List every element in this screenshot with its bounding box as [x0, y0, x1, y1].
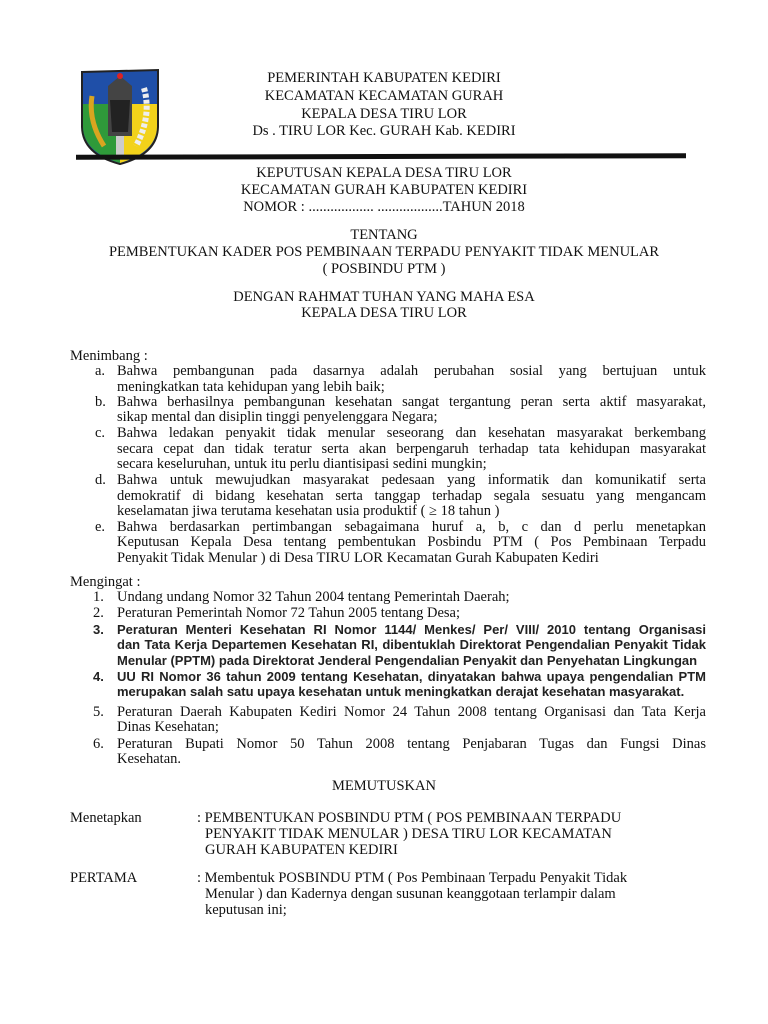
menimbang-text-line: Bahwa berdasarkan pertimbangan sebagaimana huruf a, b, c dan d perlu menetapkan	[117, 520, 706, 535]
menimbang-text-line: Penyakit Tidak Menular ) di Desa TIRU LOR Kecamatan Gurah Kabupaten Kediri	[117, 550, 599, 566]
list-marker: 1.	[93, 589, 104, 605]
list-marker: 5.	[93, 704, 104, 720]
decision-label: PERTAMA	[70, 870, 138, 886]
opening-line: DENGAN RAHMAT TUHAN YANG MAHA ESA	[233, 289, 535, 305]
menimbang-text-line: demokratif di bidang kesehatan serta tanggap terhadap segala sesuatu yang mengancam	[117, 489, 706, 504]
list-marker: 2.	[93, 605, 104, 621]
menimbang-text-line: Bahwa pembangunan pada dasarnya adalah perubahan sosial yang bertujuan untuk	[117, 364, 706, 379]
mengingat-text-line: UU RI Nomor 36 tahun 2009 tentang Kesehatan, dinyatakan bahwa upaya pengendalian PTM	[117, 669, 706, 684]
about-heading: TENTANG	[350, 227, 418, 243]
mengingat-text-line: Dinas Kesehatan;	[117, 719, 219, 735]
decision-text-line: Menular ) dan Kadernya dengan susunan keanggotaan terlampir dalam	[205, 886, 616, 902]
mengingat-text-line: Peraturan Pemerintah Nomor 72 Tahun 2005 tentang Desa;	[117, 605, 461, 621]
mengingat-label: Mengingat :	[70, 574, 141, 590]
menimbang-text-line: Bahwa berhasilnya pembangunan kesehatan sangat tergantung peran serta aktif masyarakat,	[117, 395, 706, 410]
menimbang-text-line: Bahwa untuk mewujudkan masyarakat pedesaan yang informatik dan komunikatif serta	[117, 473, 706, 488]
mengingat-text-line: Undang undang Nomor 32 Tahun 2004 tentang Pemerintah Daerah;	[117, 589, 510, 605]
menimbang-text-line: Keputusan Kepala Desa tentang pembentukan Posbindu PTM ( Pos Pembinaan Terpadu	[117, 535, 706, 550]
decision-label: Menetapkan	[70, 810, 142, 826]
letterhead-line: KECAMATAN KECAMATAN GURAH	[264, 88, 504, 104]
list-marker: c.	[95, 425, 106, 441]
mengingat-text-line: Peraturan Daerah Kabupaten Kediri Nomor 24 Tahun 2008 tentang Organisasi dan Tata Kerja	[117, 705, 706, 720]
list-marker: a.	[95, 363, 106, 379]
opening-line: KEPALA DESA TIRU LOR	[301, 305, 467, 321]
menimbang-text-line: secara keseluruhan, untuk itu perlu diantisipasi sedini mungkin;	[117, 456, 487, 472]
title-line: KEPUTUSAN KEPALA DESA TIRU LOR	[256, 165, 512, 181]
title-line: KECAMATAN GURAH KABUPATEN KEDIRI	[240, 182, 528, 198]
menimbang-text-line: meningkatkan tata kehidupan yang lebih baik;	[117, 379, 385, 395]
mengingat-text-line: Peraturan Menteri Kesehatan RI Nomor 1144/ Menkes/ Per/ VIII/ 2010 tentang Organisasi	[117, 622, 706, 637]
letterhead-line: Ds . TIRU LOR Kec. GURAH Kab. KEDIRI	[252, 123, 516, 139]
decision-text-line: : PEMBENTUKAN POSBINDU PTM ( POS PEMBINAAN TERPADU	[197, 810, 622, 826]
menimbang-text-line: sikap mental dan disiplin tinggi penyelenggara Negara;	[117, 409, 438, 425]
about-line: PEMBENTUKAN KADER POS PEMBINAAN TERPADU PENYAKIT TIDAK MENULAR	[108, 244, 660, 260]
list-marker: d.	[95, 472, 106, 488]
mengingat-text-line: Kesehatan.	[117, 751, 182, 767]
decision-text-line: PENYAKIT TIDAK MENULAR ) DESA TIRU LOR KECAMATAN	[205, 826, 612, 842]
menimbang-text-line: secara cepat dan tidak teratur serta akan berpengaruh terhadap tata kehidupan masyarakat	[117, 442, 706, 457]
letterhead-line: KEPALA DESA TIRU LOR	[301, 106, 467, 122]
decision-text-line: GURAH KABUPATEN KEDIRI	[205, 842, 398, 858]
list-marker: e.	[95, 519, 106, 535]
memutuskan-heading: MEMUTUSKAN	[332, 778, 436, 794]
mengingat-text-line: Peraturan Bupati Nomor 50 Tahun 2008 tentang Penjabaran Tugas dan Fungsi Dinas	[117, 737, 706, 752]
list-marker: 4.	[93, 669, 104, 684]
mengingat-text-line: merupakan salah satu upaya kesehatan untuk meningkatkan derajat kesehatan masyarakat.	[117, 684, 685, 699]
list-marker: 6.	[93, 736, 104, 752]
decree-number: NOMOR : .................. ..................TAHUN 2018	[243, 199, 525, 215]
about-line: ( POSBINDU PTM )	[322, 261, 446, 277]
menimbang-text-line: Bahwa ledakan penyakit tidak menular seseorang dan kesehatan masyarakat berkembang	[117, 426, 706, 441]
letterhead-divider	[76, 153, 686, 160]
menimbang-label: Menimbang :	[70, 348, 148, 364]
list-marker: 3.	[93, 622, 104, 637]
menimbang-text-line: keselamatan jiwa terutama kesehatan usia produktif ( ≥ 18 tahun )	[117, 503, 500, 519]
decision-text-line: keputusan ini;	[205, 902, 287, 918]
decision-text-line: : Membentuk POSBINDU PTM ( Pos Pembinaan Terpadu Penyakit Tidak	[197, 870, 628, 886]
list-marker: b.	[95, 394, 106, 410]
letterhead-line: PEMERINTAH KABUPATEN KEDIRI	[267, 70, 501, 86]
mengingat-text-line: Menular (PPTM) pada Direktorat Jenderal Pengendalian Penyakit dan Penyehatan Lingkungan	[117, 653, 698, 668]
mengingat-text-line: dan Tata Kerja Departemen Kesehatan RI, dibentuklah Direktorat Pengendalian Penyakit Tidak	[117, 637, 706, 652]
